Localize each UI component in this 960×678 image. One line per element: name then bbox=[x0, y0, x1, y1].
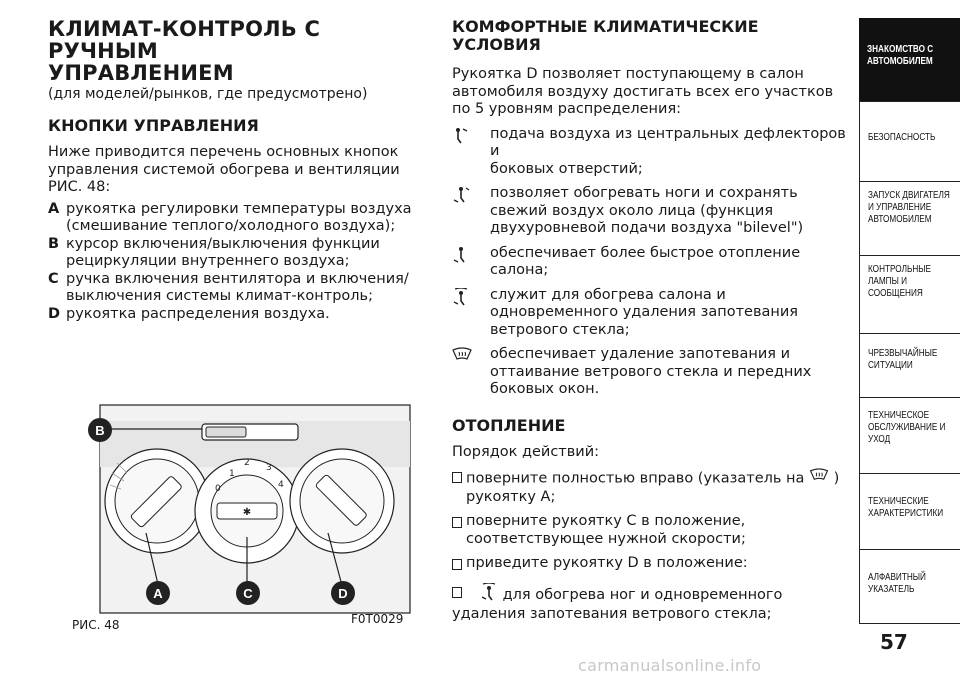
svg-text:4: 4 bbox=[278, 480, 284, 490]
section-title-heating: ОТОПЛЕНИЕ bbox=[452, 415, 566, 435]
svg-text:3: 3 bbox=[266, 463, 272, 473]
sidebar-tab[interactable]: ЧРЕЗВЫЧАЙНЫЕ СИТУАЦИИ bbox=[859, 334, 960, 398]
sidebar-tab[interactable]: ТЕХНИЧЕСКИЕ ХАРАКТЕРИСТИКИ bbox=[859, 474, 960, 550]
climate-control-figure bbox=[72, 403, 412, 625]
temperature-knob bbox=[105, 449, 209, 553]
list-item: служит для обогрева салона и одновременного удаления запотевания ветрового стекла; bbox=[452, 287, 847, 340]
list-item: поверните рукоятку C в положение, соответствующее нужной скорости; bbox=[452, 513, 847, 548]
sidebar-tab[interactable]: ЗНАКОМСТВО С АВТОМОБИЛЕМ bbox=[859, 18, 960, 102]
windshield-defrost-icon bbox=[452, 346, 490, 399]
svg-text:A: A bbox=[153, 586, 163, 601]
section-title-comfort: КОМФОРТНЫЕ КЛИМАТИЧЕСКИЕ УСЛОВИЯ bbox=[452, 17, 759, 54]
checkbox-bullet-icon bbox=[452, 471, 466, 506]
svg-text:1: 1 bbox=[229, 469, 235, 479]
list-item: обеспечивает более быстрое отопление салона; bbox=[452, 245, 847, 280]
list-item: подача воздуха из центральных дефлекторов и боковых отверстий; bbox=[452, 126, 847, 179]
list-item: A рукоятка регулировки температуры воздуха (смешивание теплого/холодного воздуха); bbox=[48, 200, 412, 234]
sidebar-tab[interactable]: ТЕХНИЧЕСКОЕ ОБСЛУЖИВАНИЕ И УХОД bbox=[859, 398, 960, 474]
sidebar-tab[interactable]: АЛФАВИТНЫЙ УКАЗАТЕЛЬ bbox=[859, 550, 960, 624]
sidebar-tab[interactable]: КОНТРОЛЬНЫЕ ЛАМПЫ И СООБЩЕНИЯ bbox=[859, 256, 960, 334]
list-item: обеспечивает удаление запотевания и оттаивание ветрового стекла и передних боковых окон. bbox=[452, 346, 847, 399]
figure-code: F0T0029 bbox=[351, 612, 404, 626]
list-item: поверните полностью вправо (указатель на ) рукоятку A; bbox=[452, 468, 847, 506]
intro-paragraph: Ниже приводится перечень основных кнопок управления системой обогрева и вентиляции РИС. 48: bbox=[48, 144, 400, 195]
list-item: D рукоятка распределения воздуха. bbox=[48, 305, 330, 322]
checkbox-bullet-icon bbox=[452, 558, 466, 576]
page-title: КЛИМАТ-КОНТРОЛЬ С РУЧНЫМ УПРАВЛЕНИЕМ bbox=[48, 17, 321, 85]
list-item: позволяет обогревать ноги и сохранять свежий воздух около лица (функция двухуровневой подачи воздуха "bilevel") bbox=[452, 185, 847, 238]
vent-feet-windshield-icon bbox=[480, 583, 498, 607]
figure-label: РИС. 48 bbox=[72, 618, 120, 632]
vent-feet-icon bbox=[452, 245, 490, 280]
svg-text:D: D bbox=[338, 586, 348, 601]
section-title-buttons: КНОПКИ УПРАВЛЕНИЯ bbox=[48, 116, 259, 135]
controls-list bbox=[48, 201, 418, 324]
vent-face-feet-icon bbox=[452, 185, 490, 238]
sidebar-tab[interactable]: ЗАПУСК ДВИГАТЕЛЯ И УПРАВЛЕНИЕ АВТОМОБИЛЕМ bbox=[859, 182, 960, 256]
windshield-defrost-icon bbox=[809, 468, 829, 489]
air-distribution-knob bbox=[290, 449, 394, 553]
page-number: 57 bbox=[880, 630, 908, 654]
heating-intro: Порядок действий: bbox=[452, 443, 600, 460]
list-item: C ручка включения вентилятора и включения/ выключения системы климат-контроль; bbox=[48, 270, 409, 304]
vent-feet-windshield-icon bbox=[452, 287, 490, 340]
list-item: приведите рукоятку D в положение: bbox=[452, 555, 847, 576]
svg-text:0: 0 bbox=[215, 484, 221, 494]
comfort-intro: Рукоятка D позволяет поступающему в салон автомобиля воздуху достигать всех его участков по 5 уровням распределения: bbox=[452, 66, 834, 117]
left-column bbox=[48, 18, 418, 323]
list-item: B курсор включения/выключения функции рециркуляции внутреннего воздуха; bbox=[48, 235, 380, 269]
svg-text:✱: ✱ bbox=[242, 507, 252, 518]
sidebar-tab[interactable]: БЕЗОПАСНОСТЬ bbox=[859, 102, 960, 182]
svg-text:C: C bbox=[243, 586, 253, 601]
chapter-sidebar bbox=[859, 0, 960, 678]
list-item: для обогрева ног и одновременного удаления запотевания ветрового стекла; bbox=[452, 583, 847, 624]
right-column bbox=[452, 18, 847, 624]
climate-panel-illustration bbox=[72, 403, 412, 625]
svg-text:B: B bbox=[95, 423, 105, 438]
svg-text:2: 2 bbox=[244, 458, 250, 468]
title-subtitle: (для моделей/рынков, где предусмотрено) bbox=[48, 86, 368, 102]
vent-face-icon bbox=[452, 126, 490, 179]
watermark: carmanualsonline.info bbox=[578, 656, 762, 675]
checkbox-bullet-icon bbox=[452, 516, 466, 548]
